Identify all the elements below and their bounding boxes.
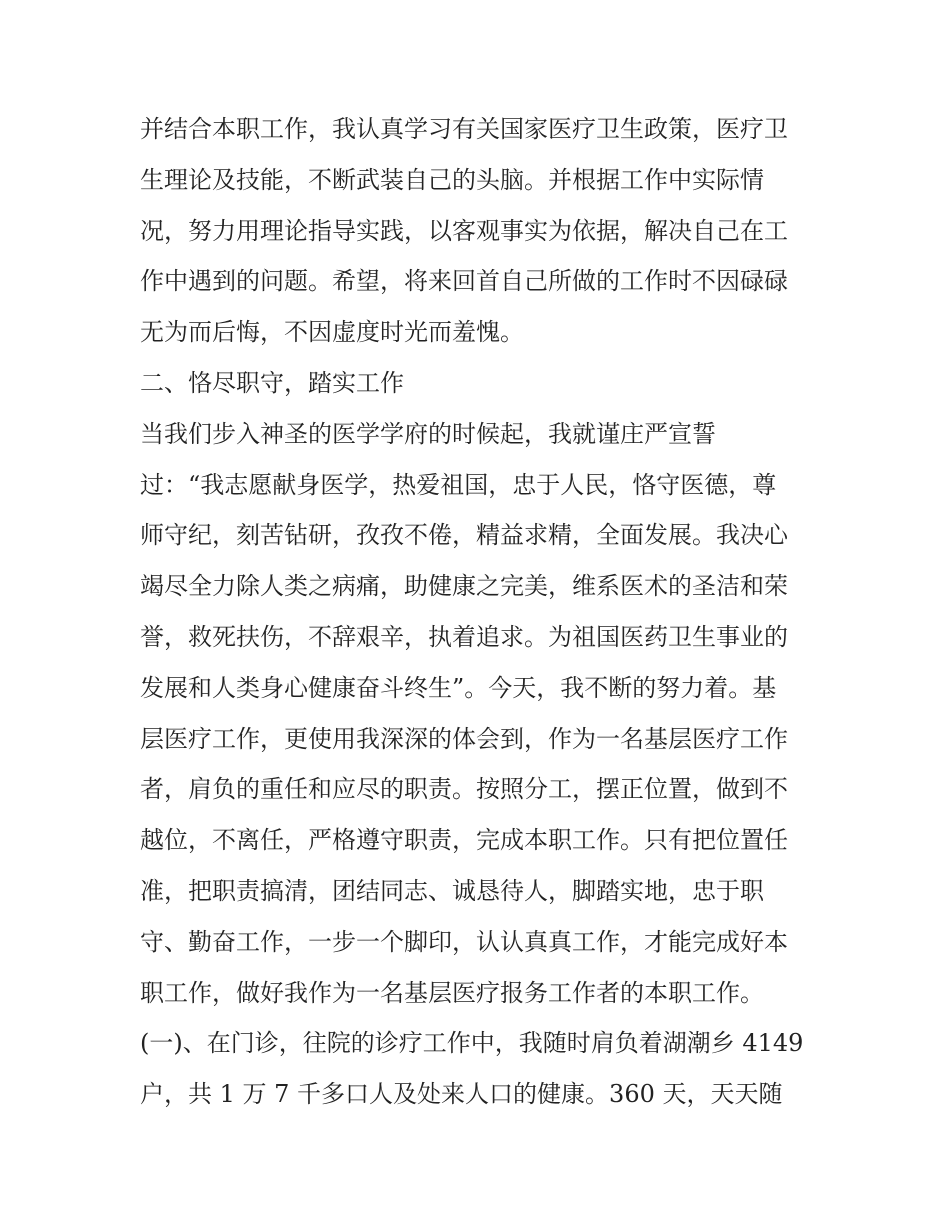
text-line: 当我们步入神圣的医学学府的时候起，我就谨庄严宣誓 [140, 419, 716, 448]
text-line: 师守纪，刻苦钻研，孜孜不倦，精益求精，全面发展。我决心 [140, 521, 788, 550]
text-line: 准，把职责搞清，团结同志、诚恳待人，脚踏实地，忠于职 [140, 876, 764, 905]
text-line: 作中遇到的问题。希望，将来回首自己所做的工作时不因碌碌 [140, 267, 788, 296]
text-line: 并结合本职工作，我认真学习有关国家医疗卫生政策，医疗卫 [140, 115, 788, 143]
text-line: 过：“我志愿献身医学，热爱祖国，忠于人民，恪守医德，尊 [140, 470, 777, 499]
text-line: 竭尽全力除人类之病痛，助健康之完美，维系医术的圣洁和荣 [140, 572, 788, 601]
text-line: 户，共 1 万 7 千多口人及处来人口的健康。360 天，天天随 [140, 1080, 783, 1109]
text-line: 生理论及技能，不断武装自己的头脑。并根据工作中实际情 [140, 165, 764, 194]
text-line: 层医疗工作，更使用我深深的体会到，作为一名基层医疗工作 [140, 724, 788, 753]
body-text [140, 104, 820, 1120]
section-heading: 二、恪尽职守，踏实工作 [140, 368, 404, 397]
text-line: 越位，不离任，严格遵守职责，完成本职工作。只有把位置任 [140, 826, 788, 855]
text-line: 无为而后悔，不因虚度时光而羞愧。 [140, 318, 524, 347]
text-line: 誉，救死扶伤，不辞艰辛，执着追求。为祖国医药卫生事业的 [140, 622, 788, 651]
text-line: 守、勤奋工作，一步一个脚印，认认真真工作，才能完成好本 [140, 927, 788, 956]
text-line: 者，肩负的重任和应尽的职责。按照分工，摆正位置，做到不 [140, 775, 788, 804]
text-line: 况，努力用理论指导实践，以客观事实为依据，解决自己在工 [140, 216, 788, 245]
text-line: (一)、在门诊，往院的诊疗工作中，我随时肩负着湖潮乡 4149 [140, 1029, 804, 1058]
text-line: 发展和人类身心健康奋斗终生”。今天，我不断的努力着。基 [140, 673, 777, 702]
text-line: 职工作，做好我作为一名基层医疗报务工作者的本职工作。 [140, 978, 764, 1007]
